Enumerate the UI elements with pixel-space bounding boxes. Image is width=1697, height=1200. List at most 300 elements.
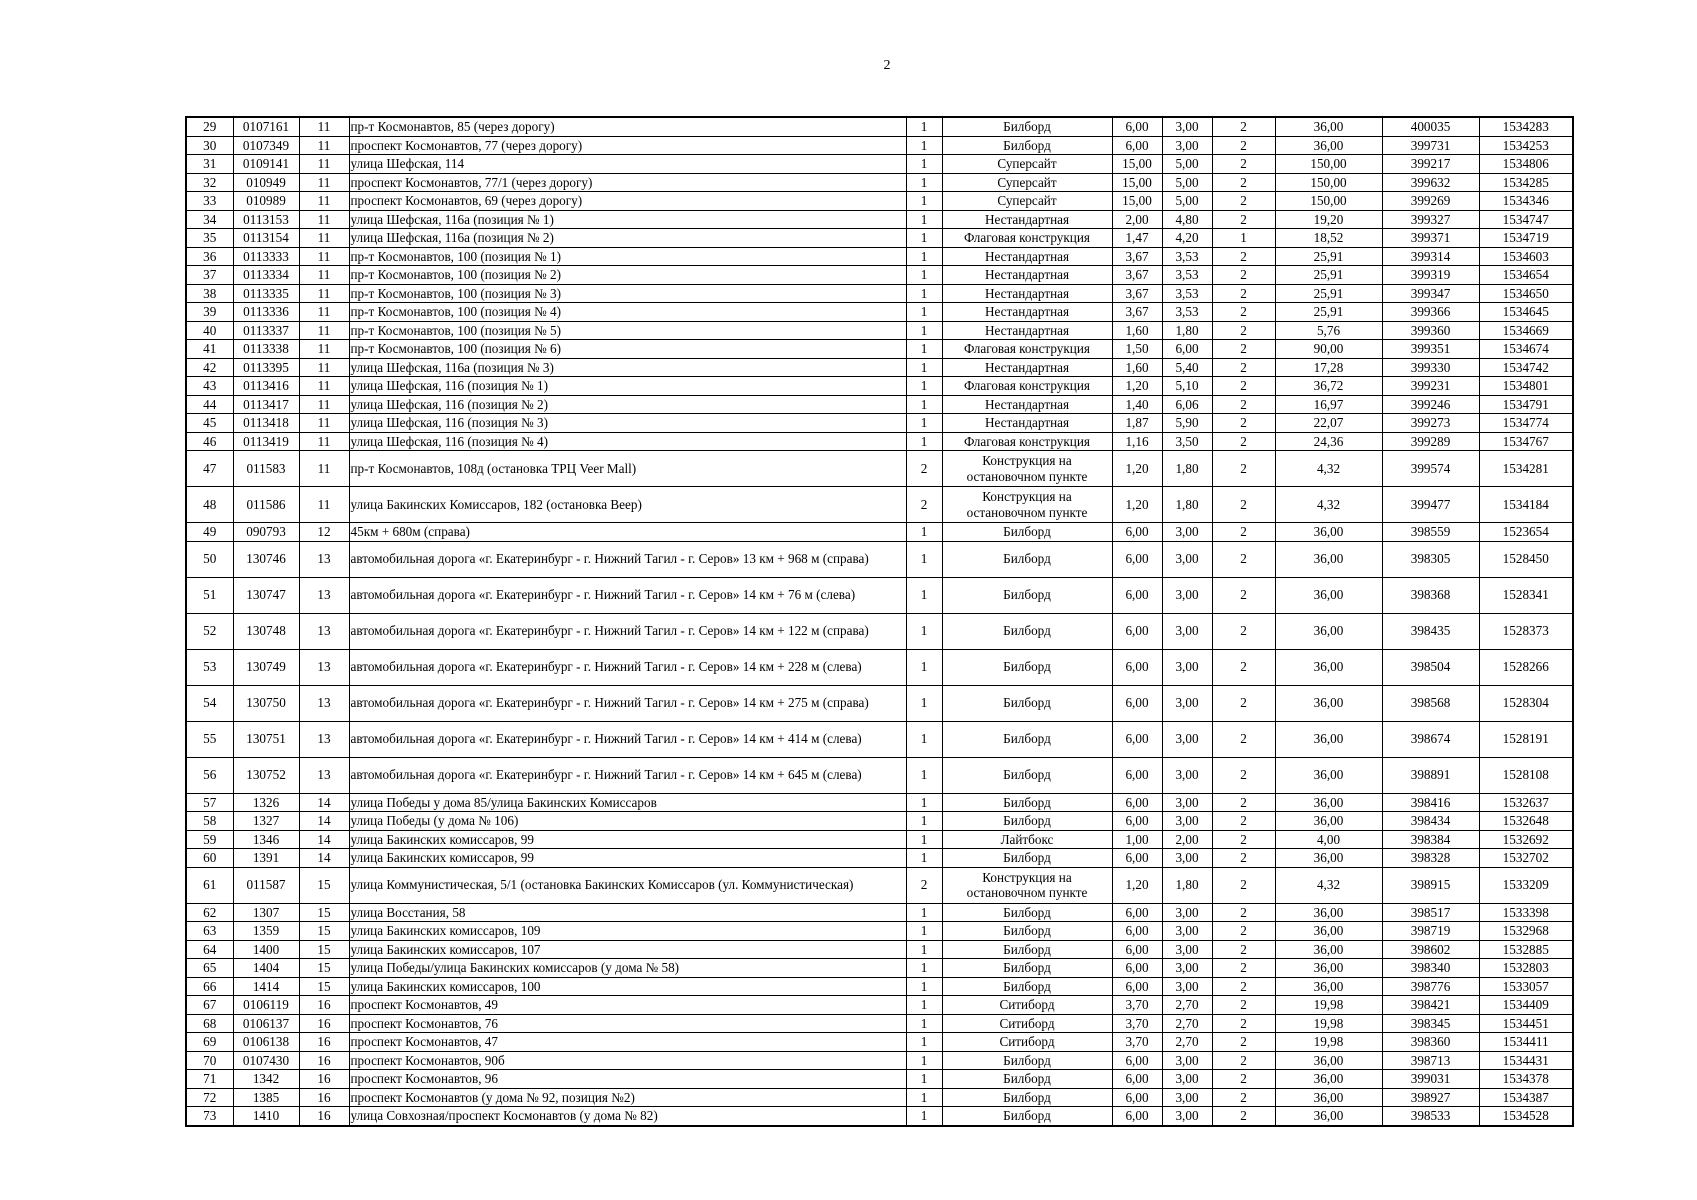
address-cell: улица Бакинских комиссаров, 109 [349, 922, 906, 941]
height-cell: 3,53 [1162, 284, 1212, 303]
code-cell: 0107161 [233, 117, 299, 136]
type-cell: Нестандартная [942, 414, 1112, 433]
sides-cell: 1 [906, 959, 942, 978]
area-cell: 36,72 [1275, 377, 1382, 396]
coord-y-cell: 1534528 [1479, 1107, 1573, 1126]
coord-y-cell: 1534719 [1479, 229, 1573, 248]
width-cell: 6,00 [1112, 577, 1162, 613]
area-cell: 36,00 [1275, 812, 1382, 831]
sides-cell: 1 [906, 340, 942, 359]
code-cell: 1404 [233, 959, 299, 978]
type-cell: Билборд [942, 959, 1112, 978]
width-cell: 1,87 [1112, 414, 1162, 433]
coord-x-cell: 399327 [1382, 210, 1479, 229]
width-cell: 6,00 [1112, 541, 1162, 577]
area-cell: 24,36 [1275, 432, 1382, 451]
code-cell: 0106119 [233, 996, 299, 1015]
row-number-cell: 73 [186, 1107, 233, 1126]
surfaces-cell: 2 [1212, 321, 1275, 340]
row-number-cell: 44 [186, 395, 233, 414]
height-cell: 3,00 [1162, 977, 1212, 996]
area-cell: 36,00 [1275, 1088, 1382, 1107]
sides-cell: 1 [906, 432, 942, 451]
type-cell: Билборд [942, 757, 1112, 793]
sides-cell: 2 [906, 451, 942, 487]
table-row [186, 487, 1573, 523]
coord-y-cell: 1533057 [1479, 977, 1573, 996]
row-number-cell: 39 [186, 303, 233, 322]
code-cell: 0107349 [233, 136, 299, 155]
address-cell: пр-т Космонавтов, 100 (позиция № 3) [349, 284, 906, 303]
table-row [186, 358, 1573, 377]
code-cell: 130752 [233, 757, 299, 793]
surfaces-cell: 2 [1212, 266, 1275, 285]
sides-cell: 1 [906, 1014, 942, 1033]
district-cell: 11 [299, 321, 349, 340]
row-number-cell: 41 [186, 340, 233, 359]
type-cell: Билборд [942, 136, 1112, 155]
sides-cell: 1 [906, 830, 942, 849]
coord-x-cell: 398927 [1382, 1088, 1479, 1107]
row-number-cell: 53 [186, 649, 233, 685]
height-cell: 1,80 [1162, 451, 1212, 487]
width-cell: 6,00 [1112, 940, 1162, 959]
type-cell: Билборд [942, 577, 1112, 613]
sides-cell: 1 [906, 523, 942, 542]
area-cell: 25,91 [1275, 266, 1382, 285]
height-cell: 3,00 [1162, 136, 1212, 155]
type-cell: Лайтбокс [942, 830, 1112, 849]
height-cell: 3,00 [1162, 613, 1212, 649]
address-cell: проспект Космонавтов, 47 [349, 1033, 906, 1052]
district-cell: 14 [299, 830, 349, 849]
code-cell: 0113333 [233, 247, 299, 266]
height-cell: 3,00 [1162, 849, 1212, 868]
coord-y-cell: 1534409 [1479, 996, 1573, 1015]
surfaces-cell: 2 [1212, 210, 1275, 229]
area-cell: 4,32 [1275, 487, 1382, 523]
code-cell: 0113153 [233, 210, 299, 229]
code-cell: 0113418 [233, 414, 299, 433]
type-cell: Билборд [942, 940, 1112, 959]
code-cell: 0113334 [233, 266, 299, 285]
surfaces-cell: 2 [1212, 1014, 1275, 1033]
coord-x-cell: 398533 [1382, 1107, 1479, 1126]
district-cell: 11 [299, 173, 349, 192]
table-row [186, 959, 1573, 978]
district-cell: 15 [299, 903, 349, 922]
coord-y-cell: 1534451 [1479, 1014, 1573, 1033]
address-cell: улица Шефская, 116 (позиция № 3) [349, 414, 906, 433]
sides-cell: 1 [906, 395, 942, 414]
coord-x-cell: 399371 [1382, 229, 1479, 248]
width-cell: 6,00 [1112, 977, 1162, 996]
table-row [186, 867, 1573, 903]
coord-x-cell: 398674 [1382, 721, 1479, 757]
surfaces-cell: 2 [1212, 649, 1275, 685]
sides-cell: 1 [906, 192, 942, 211]
width-cell: 1,60 [1112, 321, 1162, 340]
district-cell: 11 [299, 377, 349, 396]
area-cell: 18,52 [1275, 229, 1382, 248]
width-cell: 15,00 [1112, 173, 1162, 192]
coord-x-cell: 398504 [1382, 649, 1479, 685]
row-number-cell: 57 [186, 793, 233, 812]
coord-x-cell: 399347 [1382, 284, 1479, 303]
height-cell: 2,00 [1162, 830, 1212, 849]
area-cell: 36,00 [1275, 757, 1382, 793]
row-number-cell: 67 [186, 996, 233, 1015]
code-cell: 1385 [233, 1088, 299, 1107]
surfaces-cell: 2 [1212, 1107, 1275, 1126]
table-row [186, 395, 1573, 414]
row-number-cell: 62 [186, 903, 233, 922]
row-number-cell: 60 [186, 849, 233, 868]
type-cell: Конструкция на остановочном пункте [942, 487, 1112, 523]
address-cell: улица Бакинских комиссаров, 107 [349, 940, 906, 959]
area-cell: 36,00 [1275, 849, 1382, 868]
height-cell: 5,00 [1162, 155, 1212, 174]
row-number-cell: 50 [186, 541, 233, 577]
type-cell: Билборд [942, 1107, 1112, 1126]
coord-x-cell: 399217 [1382, 155, 1479, 174]
height-cell: 2,70 [1162, 1033, 1212, 1052]
coord-x-cell: 398384 [1382, 830, 1479, 849]
table-row [186, 996, 1573, 1015]
code-cell: 0113337 [233, 321, 299, 340]
type-cell: Билборд [942, 1088, 1112, 1107]
surfaces-cell: 2 [1212, 541, 1275, 577]
type-cell: Нестандартная [942, 303, 1112, 322]
district-cell: 13 [299, 541, 349, 577]
area-cell: 19,98 [1275, 1033, 1382, 1052]
row-number-cell: 29 [186, 117, 233, 136]
row-number-cell: 63 [186, 922, 233, 941]
table-row [186, 793, 1573, 812]
table-row [186, 977, 1573, 996]
code-cell: 0113419 [233, 432, 299, 451]
type-cell: Конструкция на остановочном пункте [942, 451, 1112, 487]
registry-table [185, 116, 1574, 1127]
coord-y-cell: 1534747 [1479, 210, 1573, 229]
coord-x-cell: 398568 [1382, 685, 1479, 721]
code-cell: 1327 [233, 812, 299, 831]
code-cell: 010989 [233, 192, 299, 211]
address-cell: проспект Космонавтов, 90б [349, 1051, 906, 1070]
sides-cell: 1 [906, 173, 942, 192]
address-cell: улица Бакинских Комиссаров, 182 (остановка Веер) [349, 487, 906, 523]
coord-x-cell: 398713 [1382, 1051, 1479, 1070]
table-row [186, 136, 1573, 155]
district-cell: 14 [299, 849, 349, 868]
coord-y-cell: 1532648 [1479, 812, 1573, 831]
type-cell: Билборд [942, 903, 1112, 922]
type-cell: Билборд [942, 541, 1112, 577]
row-number-cell: 47 [186, 451, 233, 487]
sides-cell: 1 [906, 117, 942, 136]
address-cell: проспект Космонавтов, 69 (через дорогу) [349, 192, 906, 211]
type-cell: Билборд [942, 977, 1112, 996]
width-cell: 1,47 [1112, 229, 1162, 248]
width-cell: 6,00 [1112, 721, 1162, 757]
surfaces-cell: 2 [1212, 1033, 1275, 1052]
district-cell: 13 [299, 613, 349, 649]
type-cell: Билборд [942, 1051, 1112, 1070]
code-cell: 011586 [233, 487, 299, 523]
sides-cell: 1 [906, 613, 942, 649]
coord-y-cell: 1528450 [1479, 541, 1573, 577]
coord-y-cell: 1534285 [1479, 173, 1573, 192]
code-cell: 011583 [233, 451, 299, 487]
width-cell: 6,00 [1112, 903, 1162, 922]
district-cell: 11 [299, 155, 349, 174]
surfaces-cell: 2 [1212, 613, 1275, 649]
width-cell: 3,67 [1112, 284, 1162, 303]
district-cell: 11 [299, 358, 349, 377]
address-cell: проспект Космонавтов, 49 [349, 996, 906, 1015]
height-cell: 1,80 [1162, 867, 1212, 903]
address-cell: пр-т Космонавтов, 100 (позиция № 1) [349, 247, 906, 266]
type-cell: Билборд [942, 812, 1112, 831]
coord-y-cell: 1534654 [1479, 266, 1573, 285]
address-cell: автомобильная дорога «г. Екатеринбург - г. Нижний Тагил - г. Серов» 14 км + 275 м (справа) [349, 685, 906, 721]
area-cell: 36,00 [1275, 959, 1382, 978]
table-row [186, 210, 1573, 229]
coord-y-cell: 1532968 [1479, 922, 1573, 941]
height-cell: 4,80 [1162, 210, 1212, 229]
width-cell: 1,50 [1112, 340, 1162, 359]
height-cell: 6,00 [1162, 340, 1212, 359]
sides-cell: 1 [906, 922, 942, 941]
height-cell: 3,00 [1162, 757, 1212, 793]
area-cell: 90,00 [1275, 340, 1382, 359]
surfaces-cell: 2 [1212, 903, 1275, 922]
sides-cell: 1 [906, 977, 942, 996]
height-cell: 3,00 [1162, 812, 1212, 831]
row-number-cell: 66 [186, 977, 233, 996]
height-cell: 3,00 [1162, 721, 1212, 757]
address-cell: пр-т Космонавтов, 100 (позиция № 5) [349, 321, 906, 340]
surfaces-cell: 2 [1212, 830, 1275, 849]
surfaces-cell: 2 [1212, 136, 1275, 155]
height-cell: 5,40 [1162, 358, 1212, 377]
height-cell: 3,00 [1162, 793, 1212, 812]
district-cell: 11 [299, 340, 349, 359]
row-number-cell: 49 [186, 523, 233, 542]
address-cell: пр-т Космонавтов, 100 (позиция № 2) [349, 266, 906, 285]
district-cell: 11 [299, 284, 349, 303]
area-cell: 36,00 [1275, 1107, 1382, 1126]
address-cell: проспект Космонавтов, 96 [349, 1070, 906, 1089]
address-cell: улица Совхозная/проспект Космонавтов (у дома № 82) [349, 1107, 906, 1126]
area-cell: 4,32 [1275, 451, 1382, 487]
width-cell: 6,00 [1112, 117, 1162, 136]
height-cell: 6,06 [1162, 395, 1212, 414]
coord-y-cell: 1534378 [1479, 1070, 1573, 1089]
district-cell: 16 [299, 1088, 349, 1107]
height-cell: 3,00 [1162, 922, 1212, 941]
table-row [186, 1033, 1573, 1052]
table-row [186, 757, 1573, 793]
surfaces-cell: 2 [1212, 977, 1275, 996]
district-cell: 11 [299, 303, 349, 322]
coord-y-cell: 1534774 [1479, 414, 1573, 433]
height-cell: 3,00 [1162, 1051, 1212, 1070]
area-cell: 22,07 [1275, 414, 1382, 433]
table-row [186, 155, 1573, 174]
code-cell: 0113338 [233, 340, 299, 359]
coord-y-cell: 1534603 [1479, 247, 1573, 266]
address-cell: пр-т Космонавтов, 100 (позиция № 6) [349, 340, 906, 359]
surfaces-cell: 2 [1212, 487, 1275, 523]
coord-x-cell: 398434 [1382, 812, 1479, 831]
table-row [186, 432, 1573, 451]
surfaces-cell: 1 [1212, 229, 1275, 248]
area-cell: 17,28 [1275, 358, 1382, 377]
row-number-cell: 69 [186, 1033, 233, 1052]
width-cell: 6,00 [1112, 649, 1162, 685]
type-cell: Флаговая конструкция [942, 432, 1112, 451]
area-cell: 36,00 [1275, 117, 1382, 136]
table-row [186, 830, 1573, 849]
address-cell: проспект Космонавтов, 77/1 (через дорогу) [349, 173, 906, 192]
area-cell: 150,00 [1275, 192, 1382, 211]
sides-cell: 1 [906, 793, 942, 812]
surfaces-cell: 2 [1212, 1088, 1275, 1107]
type-cell: Билборд [942, 721, 1112, 757]
type-cell: Нестандартная [942, 321, 1112, 340]
area-cell: 36,00 [1275, 977, 1382, 996]
type-cell: Суперсайт [942, 173, 1112, 192]
coord-x-cell: 399477 [1382, 487, 1479, 523]
table-row [186, 523, 1573, 542]
coord-y-cell: 1528341 [1479, 577, 1573, 613]
district-cell: 13 [299, 649, 349, 685]
type-cell: Билборд [942, 523, 1112, 542]
surfaces-cell: 2 [1212, 432, 1275, 451]
coord-x-cell: 398340 [1382, 959, 1479, 978]
height-cell: 3,00 [1162, 1088, 1212, 1107]
coord-y-cell: 1534184 [1479, 487, 1573, 523]
sides-cell: 1 [906, 210, 942, 229]
sides-cell: 1 [906, 1070, 942, 1089]
coord-x-cell: 398345 [1382, 1014, 1479, 1033]
type-cell: Флаговая конструкция [942, 340, 1112, 359]
code-cell: 0106137 [233, 1014, 299, 1033]
coord-y-cell: 1534411 [1479, 1033, 1573, 1052]
width-cell: 1,60 [1112, 358, 1162, 377]
surfaces-cell: 2 [1212, 867, 1275, 903]
sides-cell: 1 [906, 903, 942, 922]
height-cell: 3,00 [1162, 541, 1212, 577]
surfaces-cell: 2 [1212, 340, 1275, 359]
coord-y-cell: 1528191 [1479, 721, 1573, 757]
code-cell: 090793 [233, 523, 299, 542]
district-cell: 16 [299, 1033, 349, 1052]
area-cell: 5,76 [1275, 321, 1382, 340]
width-cell: 6,00 [1112, 757, 1162, 793]
address-cell: улица Шефская, 116 (позиция № 2) [349, 395, 906, 414]
area-cell: 16,97 [1275, 395, 1382, 414]
type-cell: Нестандартная [942, 210, 1112, 229]
surfaces-cell: 2 [1212, 173, 1275, 192]
type-cell: Нестандартная [942, 266, 1112, 285]
surfaces-cell: 2 [1212, 685, 1275, 721]
sides-cell: 2 [906, 487, 942, 523]
sides-cell: 1 [906, 541, 942, 577]
sides-cell: 1 [906, 1051, 942, 1070]
surfaces-cell: 2 [1212, 155, 1275, 174]
coord-x-cell: 399273 [1382, 414, 1479, 433]
row-number-cell: 55 [186, 721, 233, 757]
table-row [186, 247, 1573, 266]
coord-x-cell: 400035 [1382, 117, 1479, 136]
coord-y-cell: 1534767 [1479, 432, 1573, 451]
code-cell: 130751 [233, 721, 299, 757]
table-row [186, 541, 1573, 577]
surfaces-cell: 2 [1212, 284, 1275, 303]
coord-x-cell: 398328 [1382, 849, 1479, 868]
district-cell: 13 [299, 577, 349, 613]
coord-x-cell: 399231 [1382, 377, 1479, 396]
width-cell: 6,00 [1112, 793, 1162, 812]
coord-y-cell: 1528304 [1479, 685, 1573, 721]
width-cell: 6,00 [1112, 849, 1162, 868]
height-cell: 3,50 [1162, 432, 1212, 451]
height-cell: 3,00 [1162, 649, 1212, 685]
area-cell: 4,32 [1275, 867, 1382, 903]
type-cell: Билборд [942, 922, 1112, 941]
coord-y-cell: 1523654 [1479, 523, 1573, 542]
coord-y-cell: 1534806 [1479, 155, 1573, 174]
coord-x-cell: 398421 [1382, 996, 1479, 1015]
height-cell: 1,80 [1162, 487, 1212, 523]
coord-y-cell: 1533398 [1479, 903, 1573, 922]
coord-y-cell: 1534674 [1479, 340, 1573, 359]
code-cell: 0106138 [233, 1033, 299, 1052]
coord-y-cell: 1528266 [1479, 649, 1573, 685]
type-cell: Билборд [942, 117, 1112, 136]
table-row [186, 849, 1573, 868]
type-cell: Ситиборд [942, 1033, 1112, 1052]
address-cell: улица Шефская, 116 (позиция № 4) [349, 432, 906, 451]
area-cell: 150,00 [1275, 173, 1382, 192]
surfaces-cell: 2 [1212, 395, 1275, 414]
address-cell: улица Победы (у дома № 106) [349, 812, 906, 831]
address-cell: улица Победы/улица Бакинских комиссаров (у дома № 58) [349, 959, 906, 978]
district-cell: 16 [299, 1107, 349, 1126]
width-cell: 1,20 [1112, 867, 1162, 903]
address-cell: автомобильная дорога «г. Екатеринбург - г. Нижний Тагил - г. Серов» 14 км + 76 м (слева) [349, 577, 906, 613]
row-number-cell: 35 [186, 229, 233, 248]
table-row [186, 649, 1573, 685]
registry-body [186, 117, 1573, 1126]
surfaces-cell: 2 [1212, 523, 1275, 542]
district-cell: 11 [299, 247, 349, 266]
surfaces-cell: 2 [1212, 577, 1275, 613]
area-cell: 36,00 [1275, 922, 1382, 941]
sides-cell: 1 [906, 685, 942, 721]
width-cell: 6,00 [1112, 523, 1162, 542]
width-cell: 3,70 [1112, 1014, 1162, 1033]
coord-x-cell: 398360 [1382, 1033, 1479, 1052]
address-cell: автомобильная дорога «г. Екатеринбург - г. Нижний Тагил - г. Серов» 14 км + 645 м (слева) [349, 757, 906, 793]
surfaces-cell: 2 [1212, 414, 1275, 433]
address-cell: проспект Космонавтов, 76 [349, 1014, 906, 1033]
coord-x-cell: 398719 [1382, 922, 1479, 941]
district-cell: 15 [299, 940, 349, 959]
table-row [186, 903, 1573, 922]
